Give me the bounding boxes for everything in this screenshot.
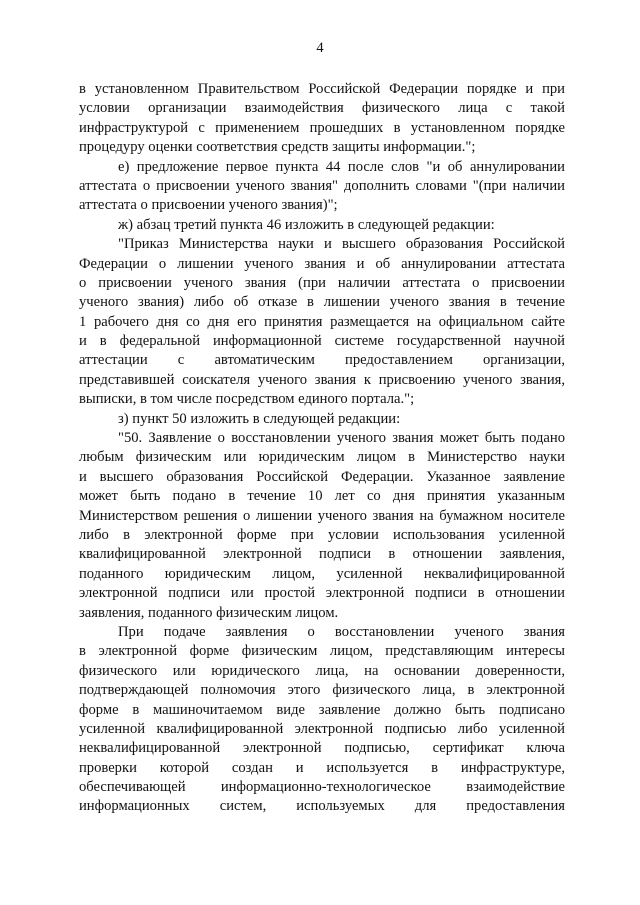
text-line: физического или юридического лица, на основании доверенности, [79,662,565,679]
text-line: условии организации взаимодействия физического лица с такой [79,100,565,117]
text-line: "Приказ Министерства науки и высшего образования Российской [118,236,565,253]
paragraph [79,623,565,817]
text-line: представившей соискателя ученого звания к присвоению ученого звания, [79,371,565,388]
text-line: электронной подписи или простой электронной подписи в отношении [79,585,565,602]
text-line: заявления, поданного физическим лицом. [79,604,339,621]
text-line: аттестата о присвоении ученого звания)"; [79,197,338,214]
text-line: поданного юридическим лицом, усиленной неквалифицированной [79,565,565,582]
paragraph [79,410,565,429]
text-line: з) пункт 50 изложить в следующей редакции: [118,410,401,427]
paragraph [79,429,565,623]
text-line: неквалифицированной электронной подписью, сертификат ключа [79,740,565,757]
text-line: подтверждающей полномочия этого физического лица, в электронной [79,682,565,699]
text-line: в электронной форме физическим лицом, представляющим интересы [79,643,565,660]
text-line: аттестата о присвоении ученого звания" дополнить словами "(при наличии [79,177,565,194]
text-line: е) предложение первое пункта 44 после слов "и об аннулировании [118,158,565,175]
text-line: аттестации с автоматическим предоставлением организации, [79,352,565,369]
text-line: ученого звания) либо об отказе в лишении ученого звания в течение [79,294,565,311]
text-line: информационных систем, используемых для предоставления [79,798,565,815]
text-line: процедуру оценки соответствия средств защиты информации."; [79,139,476,156]
page-number: 4 [316,40,324,56]
text-line: проверки которой создан и используется в инфраструктуре, [79,759,565,776]
text-line: "50. Заявление о восстановлении ученого звания может быть подано [118,430,565,447]
text-line: выписки, в том числе посредством единого портала."; [79,391,415,408]
text-line: в установленном Правительством Российской Федерации порядке и при [79,81,565,97]
paragraph [79,216,565,235]
text-line: либо в электронной форме при условии использования усиленной [79,526,565,543]
text-line: усиленной квалифицированной электронной подписью либо усиленной [79,720,565,737]
text-line: и в федеральной информационной системе государственной научной [79,333,565,350]
text-line: обеспечивающей информационно-технологическое взаимодействие [79,779,565,796]
text-line: Федерации о лишении ученого звания и об аннулировании аттестата [79,255,565,272]
paragraph [79,80,565,158]
paragraph [79,235,565,410]
text-line: может быть подано в течение 10 лет со дня принятия указанным [79,488,565,505]
text-line: 1 рабочего дня со дня его принятия размещается на официальном сайте [79,313,565,330]
text-line: форме в машиночитаемом виде заявление должно быть подписано [79,701,565,718]
document-body [79,80,565,817]
text-line: ж) абзац третий пункта 46 изложить в следующей редакции: [118,216,495,233]
text-line: квалифицированной электронной подписи в отношении заявления, [79,546,565,563]
text-line: и высшего образования Российской Федерации. Указанное заявление [79,468,565,485]
text-line: Министерством решения о лишении ученого звания на бумажном носителе [79,507,565,524]
text-line: При подаче заявления о восстановлении ученого звания [118,623,565,640]
text-line: любым физическим или юридическим лицом в Министерство науки [79,449,565,466]
text-line: о присвоении ученого звания (при наличии аттестата о присвоении [79,274,565,291]
paragraph [79,158,565,216]
text-line: инфраструктурой с применением прошедших в установленном порядке [79,119,565,136]
